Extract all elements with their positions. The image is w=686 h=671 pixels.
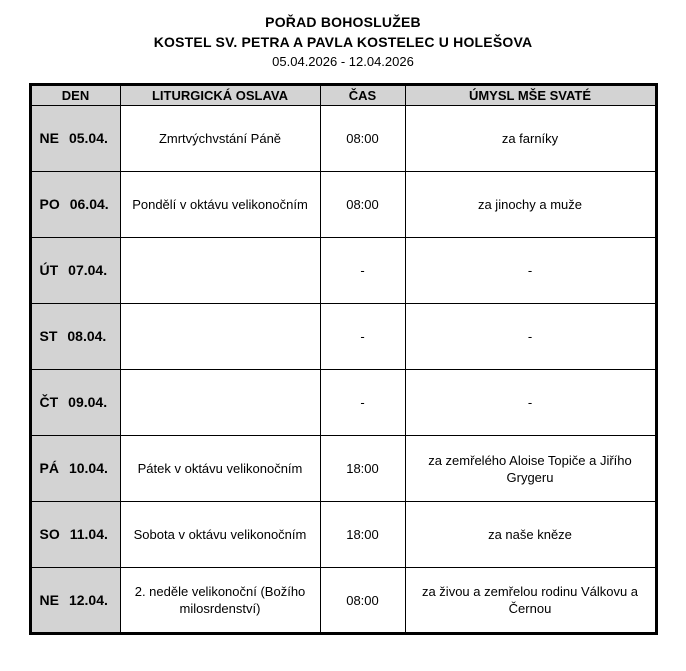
celebration-cell: Sobota v oktávu velikonočním xyxy=(120,502,320,568)
celebration-cell xyxy=(120,238,320,304)
day-date: 08.04. xyxy=(67,328,107,344)
day-date: 10.04. xyxy=(68,460,108,476)
table-row xyxy=(30,436,656,502)
day-abbrev: ČT xyxy=(39,394,59,410)
date-range: 05.04.2026 - 12.04.2026 xyxy=(272,54,414,69)
table-row xyxy=(30,502,656,568)
time-cell: 18:00 xyxy=(320,436,405,502)
day-date: 09.04. xyxy=(68,394,108,410)
table-row xyxy=(30,370,656,436)
celebration-cell: Pondělí v oktávu velikonočním xyxy=(120,172,320,238)
day-abbrev: ÚT xyxy=(39,262,59,278)
intention-cell: - xyxy=(405,304,656,370)
day-date: 11.04. xyxy=(69,526,108,542)
time-cell: - xyxy=(320,238,405,304)
day-abbrev: NE xyxy=(39,130,59,146)
intention-cell: za jinochy a muže xyxy=(405,172,656,238)
document-title: POŘAD BOHOSLUŽEB xyxy=(265,14,421,30)
church-name: KOSTEL SV. PETRA A PAVLA KOSTELEC U HOLEŠOVA xyxy=(153,34,533,50)
intention-cell: za zemřelého Aloise Topiče a Jiřího Grygeru xyxy=(405,436,656,502)
day-cell xyxy=(30,106,120,172)
day-cell xyxy=(30,304,120,370)
celebration-cell: Zmrtvýchvstání Páně xyxy=(120,106,320,172)
day-cell xyxy=(30,502,120,568)
day-abbrev: PO xyxy=(39,196,60,212)
day-cell xyxy=(30,568,120,634)
day-date: 05.04. xyxy=(68,130,108,146)
intention-cell: za naše kněze xyxy=(405,502,656,568)
day-cell xyxy=(30,238,120,304)
day-abbrev: SO xyxy=(39,526,60,542)
column-header-intention: ÚMYSL MŠE SVATÉ xyxy=(405,85,656,106)
day-date: 07.04. xyxy=(68,262,108,278)
celebration-cell: Pátek v oktávu velikonočním xyxy=(120,436,320,502)
day-cell xyxy=(30,370,120,436)
celebration-cell: 2. neděle velikonoční (Božího milosrdenství) xyxy=(120,568,320,634)
day-cell xyxy=(30,172,120,238)
day-date: 12.04. xyxy=(68,591,108,608)
time-cell: - xyxy=(320,304,405,370)
table-row xyxy=(30,238,656,304)
time-cell: 08:00 xyxy=(320,106,405,172)
document-header xyxy=(0,0,686,72)
celebration-cell xyxy=(120,304,320,370)
day-abbrev: PÁ xyxy=(39,460,59,476)
time-cell: 08:00 xyxy=(320,172,405,238)
intention-cell: - xyxy=(405,238,656,304)
day-date: 06.04. xyxy=(69,196,109,212)
time-cell: 18:00 xyxy=(320,502,405,568)
table-header-row xyxy=(30,85,656,106)
column-header-celebration: LITURGICKÁ OSLAVA xyxy=(120,85,320,106)
table-row xyxy=(30,568,656,634)
table-row xyxy=(30,172,656,238)
day-abbrev: NE xyxy=(39,591,59,608)
time-cell: 08:00 xyxy=(320,568,405,634)
column-header-day: DEN xyxy=(30,85,120,106)
table-row xyxy=(30,106,656,172)
column-header-time: ČAS xyxy=(320,85,405,106)
intention-cell: - xyxy=(405,370,656,436)
intention-cell: za farníky xyxy=(405,106,656,172)
time-cell: - xyxy=(320,370,405,436)
schedule-table xyxy=(29,83,658,635)
day-abbrev: ST xyxy=(39,328,58,344)
celebration-cell xyxy=(120,370,320,436)
day-cell xyxy=(30,436,120,502)
intention-cell: za živou a zemřelou rodinu Válkovu a Černou xyxy=(405,568,656,634)
table-row xyxy=(30,304,656,370)
